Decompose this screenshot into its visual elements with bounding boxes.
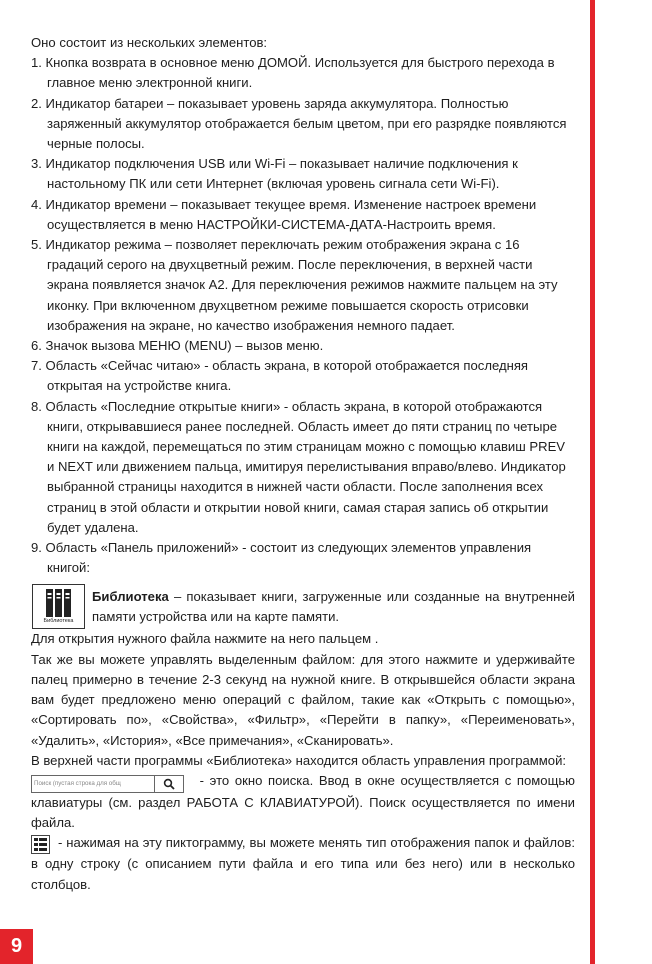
library-description (92, 587, 575, 626)
view-toggle-desc-text: - нажимая на эту пиктограмму, вы можете менять тип отображения папок и файлов: в одну строку (с описанием пути файла и его типа или без него) или в несколько столбцов. (31, 835, 575, 892)
search-paragraph (31, 771, 575, 833)
right-edge-bar (590, 0, 652, 964)
library-title: Библиотека (92, 589, 169, 605)
view-toggle-paragraph (31, 833, 575, 894)
search-box[interactable] (31, 775, 184, 793)
library-app-row (31, 584, 575, 629)
list-item: 4. Индикатор времени – показывает текущее время. Изменение настроек времени осуществляется в меню НАСТРОЙКИ-СИСТЕМА-ДАТА-Настроить время. (31, 196, 537, 232)
list-item: 9. Область «Панель приложений» - состоит из следующих элементов управления книгой: (31, 540, 532, 576)
elements-list (31, 53, 575, 578)
search-button[interactable] (155, 776, 183, 792)
library-icon[interactable] (32, 584, 85, 629)
view-toggle-icon[interactable] (31, 835, 50, 854)
list-item: 1. Кнопка возврата в основное меню ДОМОЙ. Используется для быстрого перехода в главное меню электронной книги. (31, 55, 555, 91)
list-item: 7. Область «Сейчас читаю» - область экрана, в которой отображается последняя открытая на устройстве книга. (31, 358, 529, 394)
intro-text: Оно состоит из нескольких элементов: (31, 35, 268, 50)
page-content (31, 33, 575, 895)
open-file-text: Для открытия нужного файла нажмите на него пальцем . (31, 631, 379, 647)
library-desc-text: – показывает книги, загруженные или созданные на внутренней памяти устройства или на карте памяти. (92, 589, 575, 624)
search-desc-text: - это окно поиска. Ввод в окне осуществляется с помощью клавиатуры (см. раздел РАБОТА С КЛАВИАТУРОЙ). Поиск осуществляется по имени файла. (31, 772, 575, 831)
bookshelf-icon (44, 589, 74, 617)
page-number-badge: 9 (0, 929, 33, 964)
manage-file-text: Так же вы можете управлять выделенным файлом: для этого нажмите и удерживайте палец примерно в течение 2-3 секунд на нужной книге. В открывшейся области экрана вам будет предложено меню операций с файлом, такие как «Открыть с помощью», «Сортировать по», «Свойства», «Фильтр», «Перейти в папку», «Переименовать», «Удалить», «История», «Все примечания», «Сканировать». (31, 651, 575, 748)
search-icon (163, 778, 175, 790)
list-item: 3. Индикатор подключения USB или Wi-Fi – показывает наличие подключения к настольному ПК или сети Интернет (включая уровень сигнала сети Wi-Fi). (31, 156, 518, 192)
list-item: 8. Область «Последние открытые книги» - область экрана, в которой отображаются книги, открывавшиеся ранее последней. Область имеет до пяти страниц по четыре книги на каждой, перемещаться по этим страницам можно с помощью клавиш PREV и NEXT или движением пальца, имитируя перелистывания вправо/влево. Индикатор выбранной страницы находится в нижней части области. После заполнения всех страниц в этой области и открытии новой книги, самая старая запись об открытии будет удалена. (31, 398, 566, 535)
list-item: 2. Индикатор батареи – показывает уровень заряда аккумулятора. Полностью заряженный аккумулятор отображается белым цветом, при его разрядке появляются черные полосы. (31, 95, 567, 152)
library-icon-label: Библиотека (43, 617, 74, 624)
list-item: 6. Значок вызова МЕНЮ (MENU) – вызов меню. (31, 338, 324, 354)
search-input[interactable]: Поиск (пустая строка для общ (32, 776, 155, 792)
control-area-text: В верхней части программы «Библиотека» находится область управления программой: (31, 752, 567, 768)
list-item: 5. Индикатор режима – позволяет переключать режим отображения экрана с 16 градаций серого на двухцветный режим. После переключения, в верхней части экрана появляется значок А2. Для переключения режимов нажмите пальцем на эту иконку. При включенном двухцветном режиме повышается скорость отрисовки изображения на экране, но качество изображения немного падает. (31, 237, 558, 333)
list-view-icon (34, 838, 47, 851)
